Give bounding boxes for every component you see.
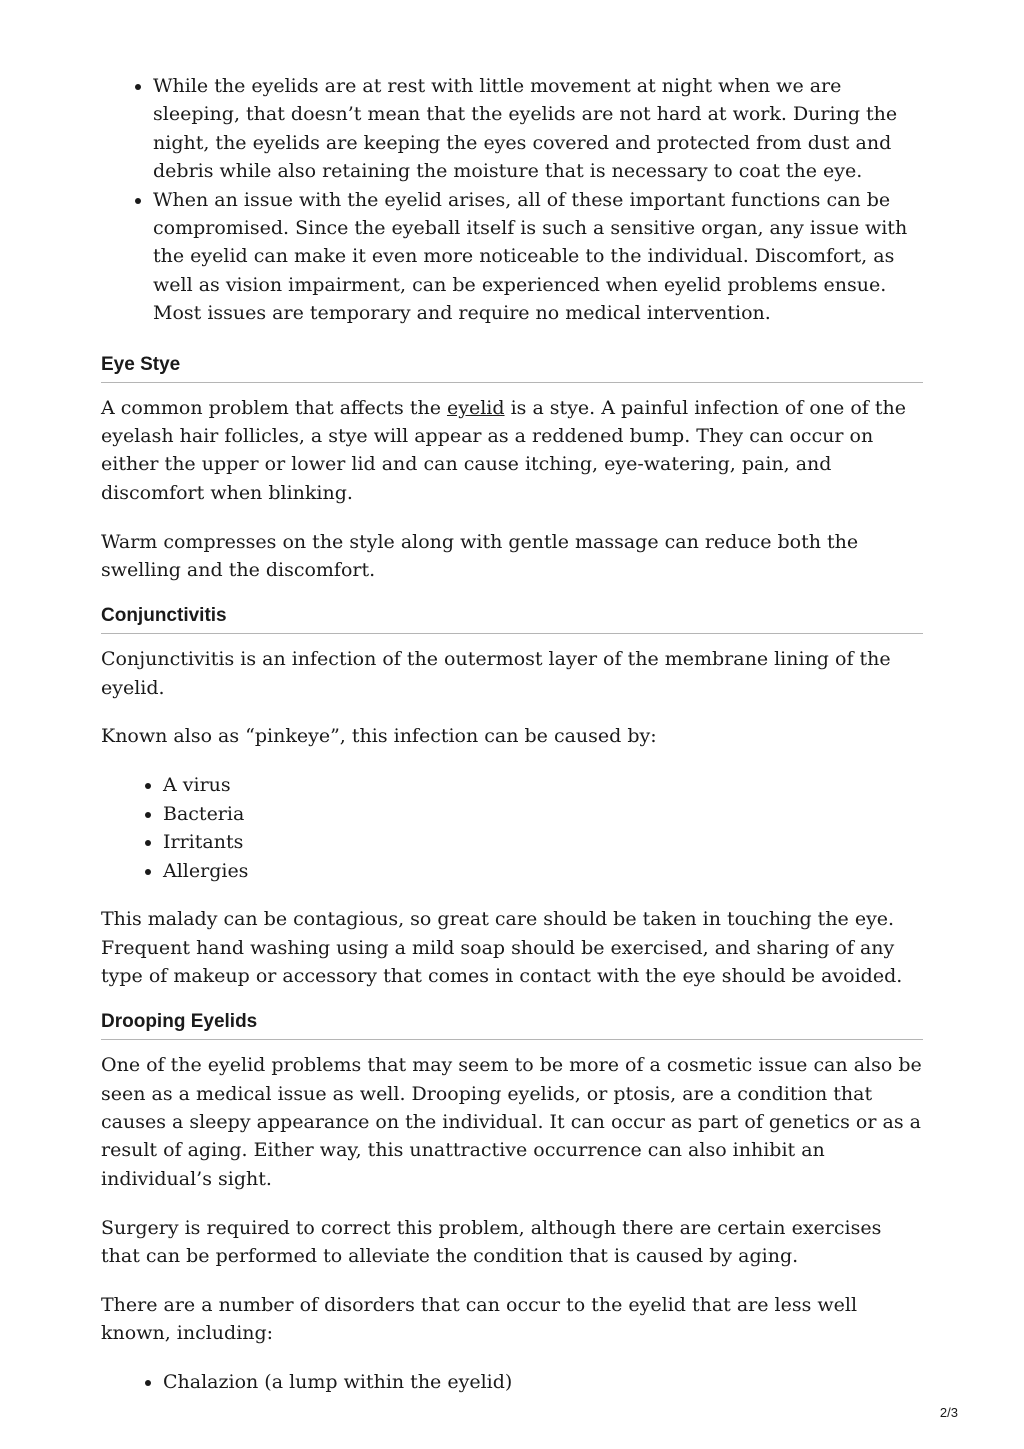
conjunctivitis-section bbox=[101, 605, 923, 991]
text-span: A common problem that affects the bbox=[101, 396, 447, 419]
paragraph: Conjunctivitis is an infection of the outermost layer of the membrane lining of the eyelid. bbox=[101, 648, 891, 699]
paragraph: Warm compresses on the style along with gentle massage can reduce both the swelling and the discomfort. bbox=[101, 530, 859, 582]
paragraph: One of the eyelid problems that may seem to be more of a cosmetic issue can also be seen as a medical issue as well. Drooping eyelids, or ptosis, are a condition that causes a sleepy appearance on the individual. It can occur as part of genetics or as a result of aging. Either way, this unattractive occurrence can also inhibit an individual’s sight. bbox=[101, 1054, 922, 1190]
list-item: • Chalazion (a lump within the eyelid) bbox=[163, 1368, 923, 1396]
list-item: • When an issue with the eyelid arises, all of these important functions can be compromised. Since the eyeball itself is such a sensitive organ, any issue with the eyelid can make it even more noticeable to the individual. Discomfort, as well as vision impairment, can be experienced when eyelid problems ensue. Most issues are temporary and require no medical intervention. bbox=[153, 186, 923, 328]
section-heading: Eye Stye bbox=[101, 354, 923, 383]
paragraph bbox=[101, 394, 923, 508]
section-heading: Drooping Eyelids bbox=[101, 1011, 923, 1040]
disorders-list bbox=[101, 1368, 923, 1396]
causes-list bbox=[101, 771, 923, 885]
page-number: 2/3 bbox=[939, 1405, 958, 1420]
paragraph: Known also as “pinkeye”, this infection can be caused by: bbox=[101, 725, 657, 748]
list-item: • Irritants bbox=[163, 828, 923, 856]
text-span: is a stye. A painful infection of one of the eyelash hair follicles, a stye will appear as a reddened bump. They can occur on either the upper or lower lid and can cause itching, eye-watering, pain, and discomfort when blinking. bbox=[101, 396, 906, 504]
list-item: • A virus bbox=[163, 771, 923, 799]
section-heading: Conjunctivitis bbox=[101, 605, 923, 634]
list-item: • Bacteria bbox=[163, 800, 923, 828]
paragraph: Surgery is required to correct this problem, although there are certain exercises that can be performed to alleviate the condition that is caused by aging. bbox=[101, 1216, 882, 1268]
drooping-eyelids-section bbox=[101, 1011, 923, 1397]
document-page bbox=[101, 72, 923, 1417]
list-item: • Allergies bbox=[163, 857, 923, 885]
paragraph: This malady can be contagious, so great care should be taken in touching the eye. Frequent hand washing using a mild soap should be exercised, and sharing of any type of makeup or accessory that comes in contact with the eye should be avoided. bbox=[101, 908, 903, 988]
list-item: • While the eyelids are at rest with little movement at night when we are sleeping, that doesn’t mean that the eyelids are not hard at work. During the night, the eyelids are keeping the eyes covered and protected from dust and debris while also retaining the moisture that is necessary to coat the eye. bbox=[153, 72, 923, 186]
intro-bullet-list bbox=[101, 72, 923, 328]
eye-stye-section bbox=[101, 354, 923, 585]
eyelid-link[interactable]: eyelid bbox=[446, 396, 505, 419]
paragraph: There are a number of disorders that can occur to the eyelid that are less well known, including: bbox=[101, 1294, 858, 1345]
